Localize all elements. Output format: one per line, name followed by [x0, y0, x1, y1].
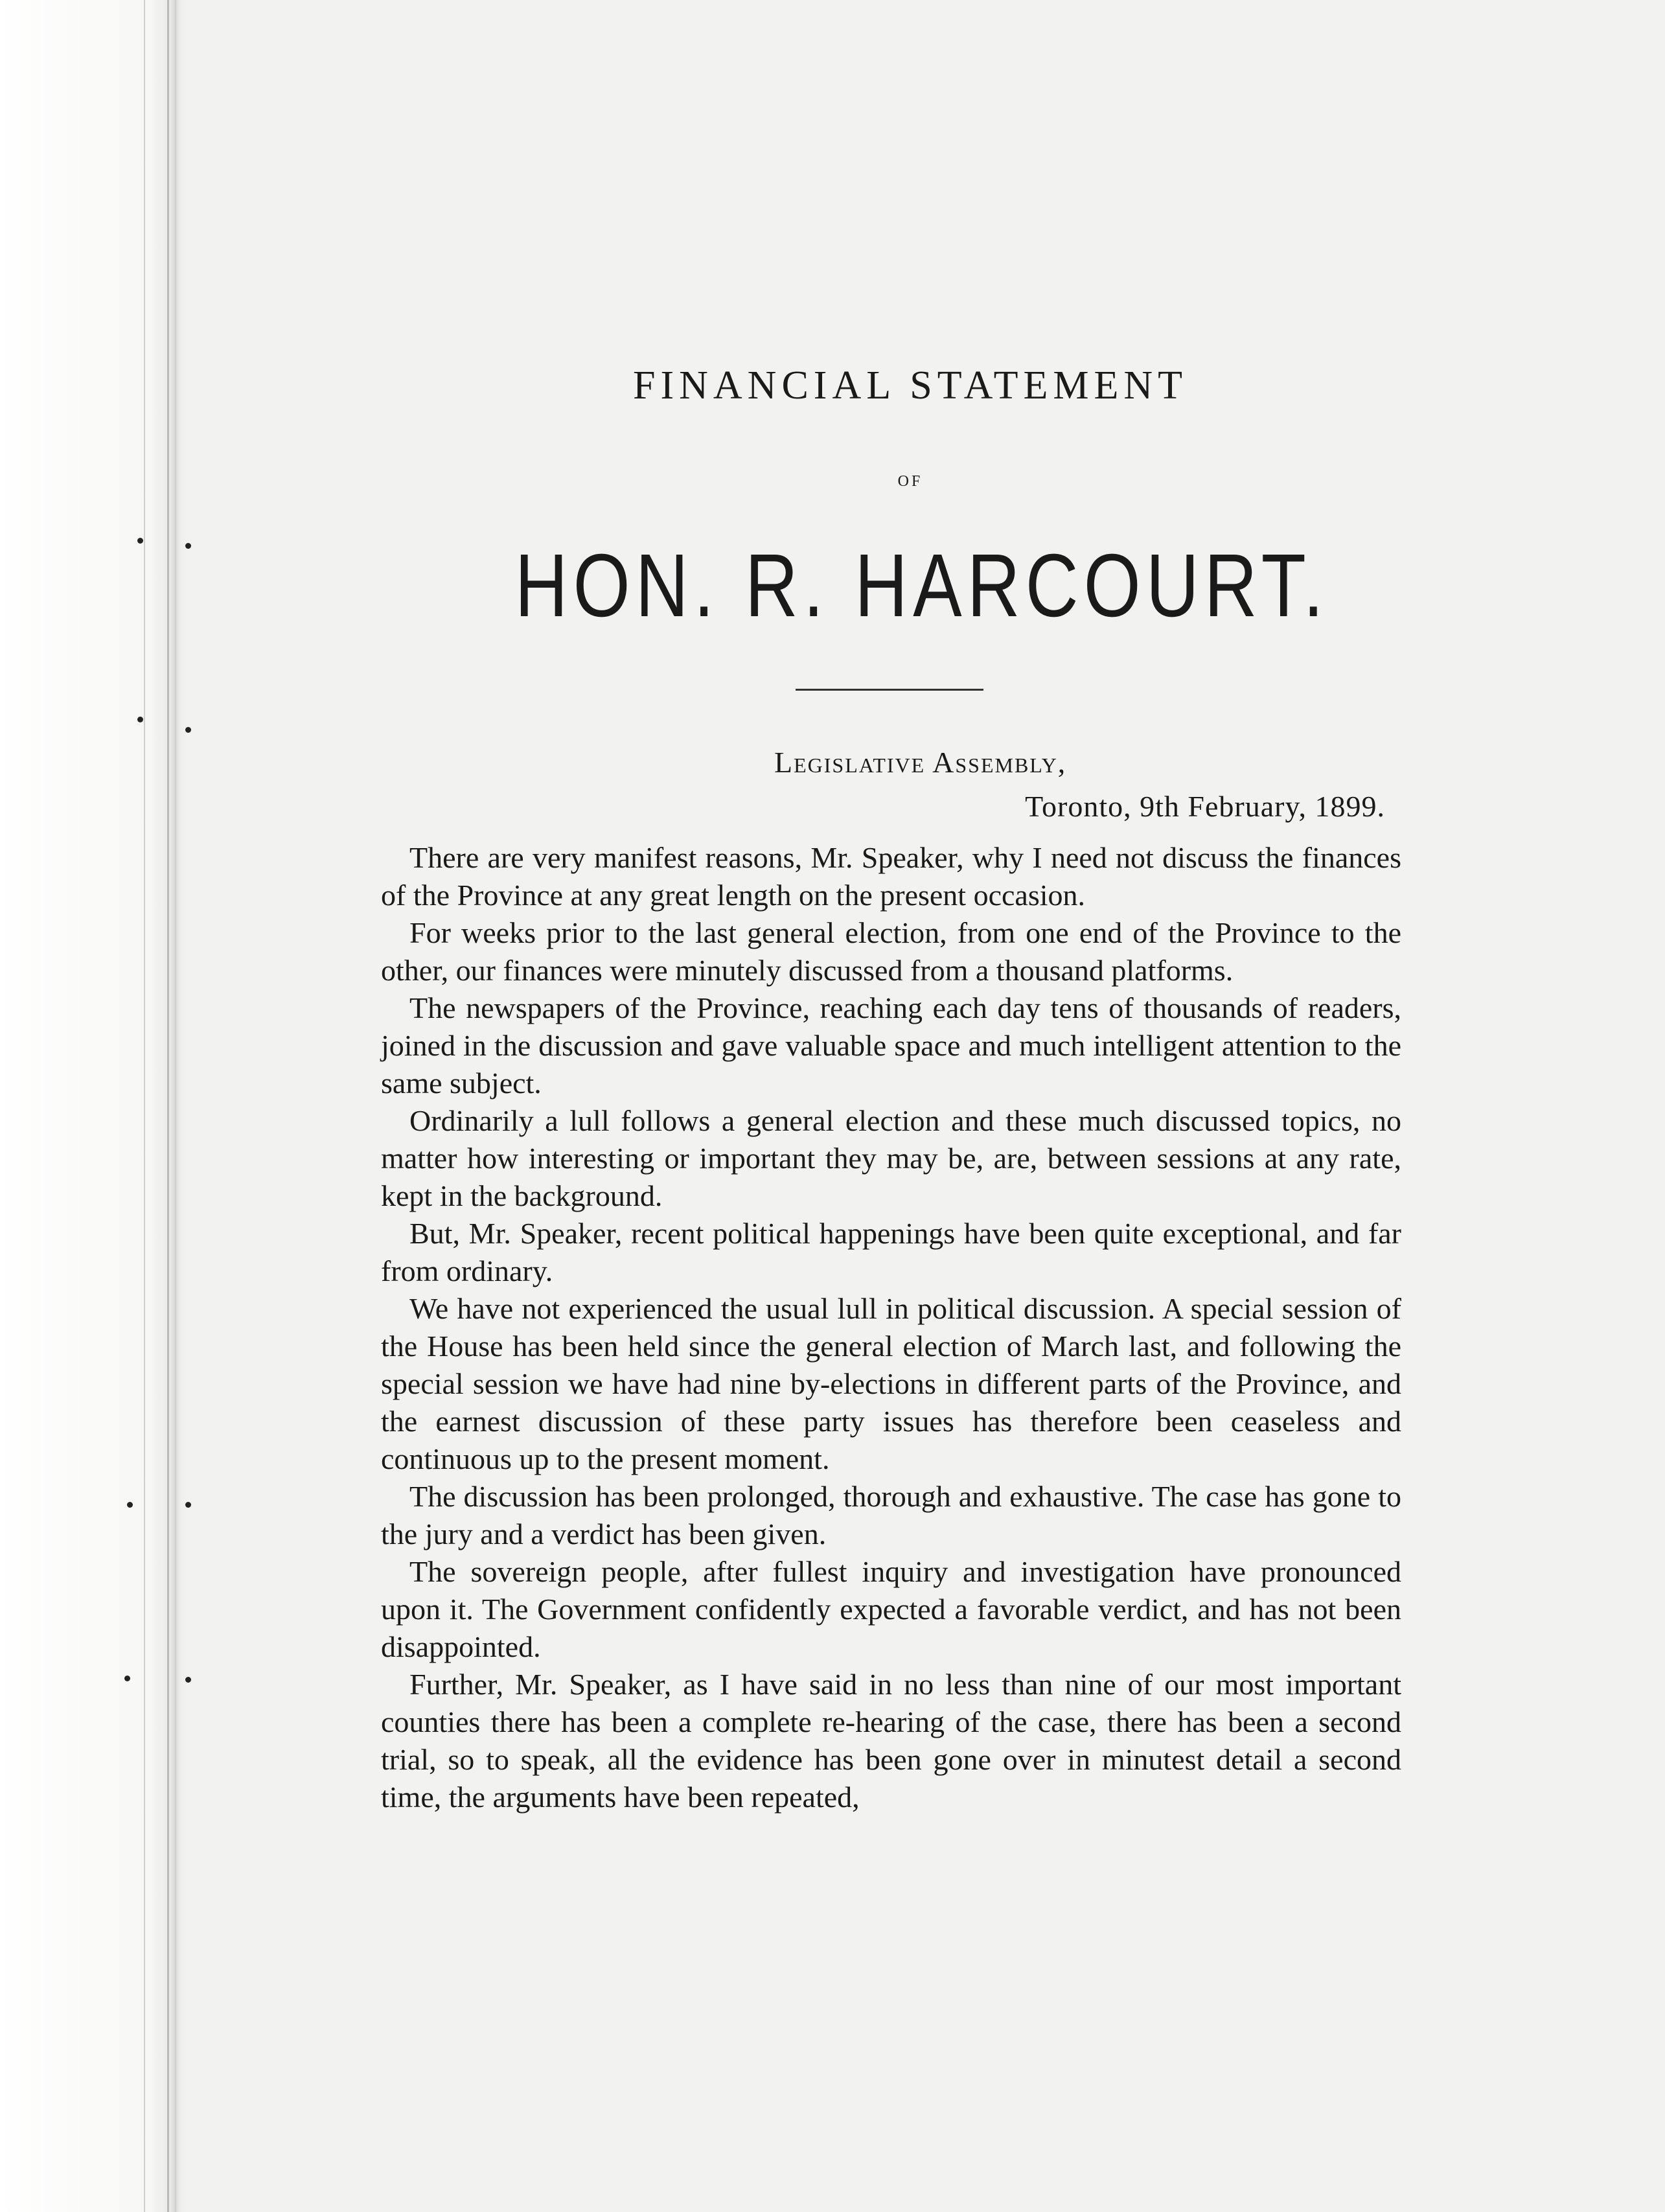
paragraph: For weeks prior to the last general election, from one end of the Province to the other, our finances were minutely discussed from a thousand platforms. [381, 916, 1401, 987]
paragraph: The sovereign people, after fullest inquiry and investigation have pronounced upon it. The Government confidently expected a favorable verdict, and has not been disappointed. [381, 1555, 1401, 1663]
paragraph: Ordinarily a lull follows a general election and these much discussed topics, no matter how interesting or important they may be, are, between sessions at any rate, kept in the background. [381, 1104, 1401, 1212]
paragraph: The newspapers of the Province, reaching each day tens of thousands of readers, joined in the discussion and gave valuable space and much intelligent attention to the same subject. [381, 991, 1401, 1100]
speech-body [381, 839, 1401, 1816]
paragraph: There are very manifest reasons, Mr. Speaker, why I need not discuss the finances of the Province at any great length on the present occasion. [381, 841, 1401, 912]
dateline-place-date: Toronto, 9th February, 1899. [1025, 790, 1385, 823]
paragraph: We have not experienced the usual lull in political discussion. A special session of the House has been held since the general election of March last, and following the special session we have had nine by-elections in different parts of the Province, and the earnest discussion of these party issues has therefore been ceaseless and continuous up to the present moment. [381, 1292, 1401, 1475]
dateline-assembly: Legislative Assembly, [774, 746, 1067, 779]
speaker-name: HON. R. HARCOURT. [514, 536, 1329, 636]
title-connector: OF [897, 473, 923, 490]
document-title: FINANCIAL STATEMENT [633, 363, 1188, 408]
paragraph: The discussion has been prolonged, thorough and exhaustive. The case has gone to the jury and a verdict has been given. [381, 1480, 1401, 1550]
divider-rule [796, 689, 983, 691]
paragraph: But, Mr. Speaker, recent political happenings have been quite exceptional, and far from ordinary. [381, 1217, 1401, 1287]
paragraph: Further, Mr. Speaker, as I have said in no less than nine of our most important counties there has been a complete re-hearing of the case, there has been a second trial, so to speak, all the evidence has been gone over in minutest detail a second time, the arguments have been repeated, [381, 1668, 1401, 1814]
